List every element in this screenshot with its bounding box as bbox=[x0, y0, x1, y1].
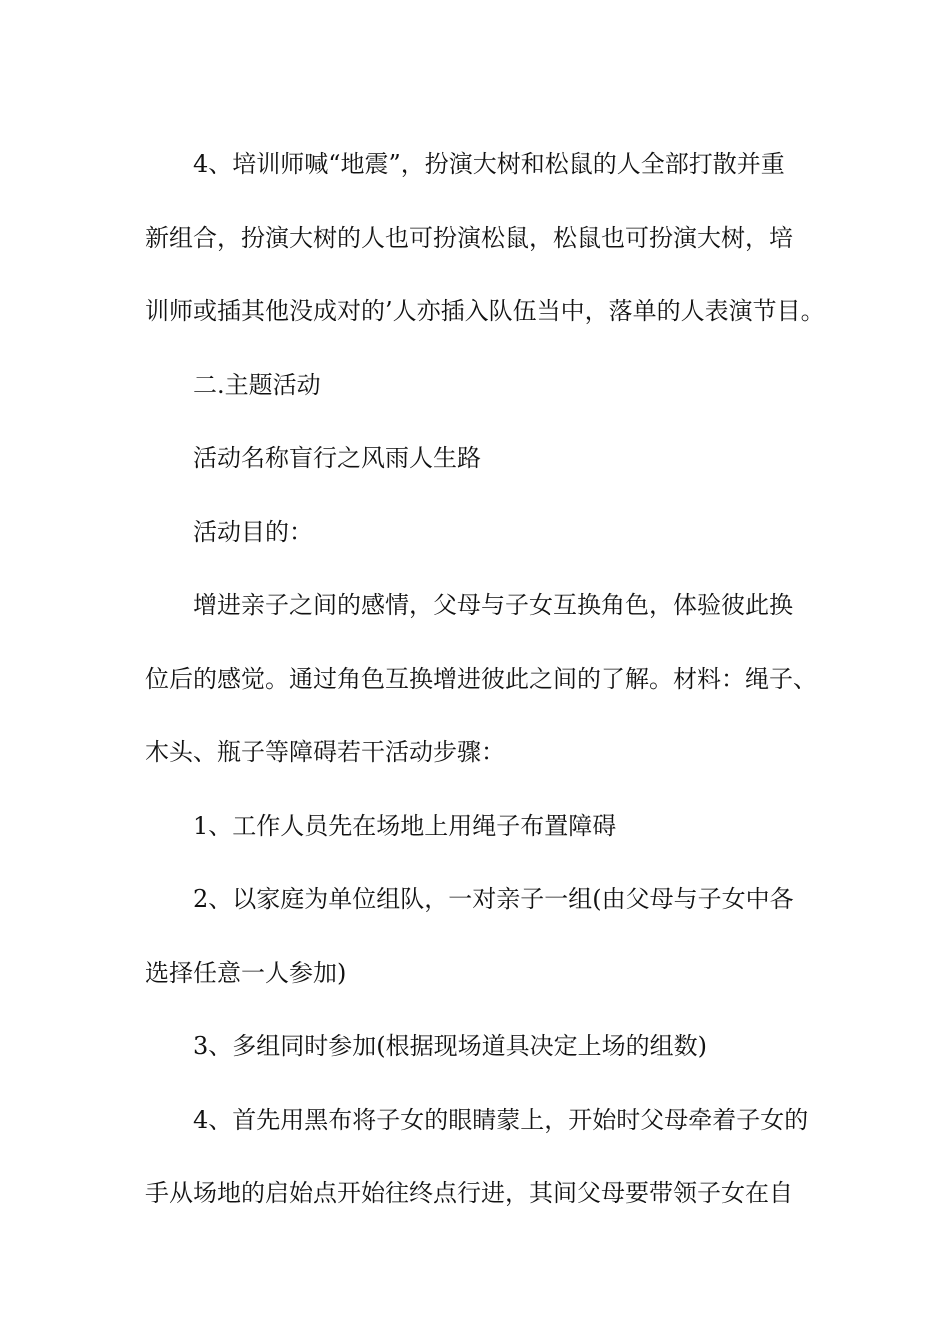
step-2-continued: 选择任意一人参加) bbox=[145, 958, 347, 987]
paragraph-line-8: 位后的感觉。通过角色互换增进彼此之间的了解。材料：绳子、 bbox=[145, 664, 817, 693]
activity-purpose-label: 活动目的： bbox=[193, 517, 313, 546]
paragraph-line-7: 增进亲子之间的感情，父母与子女互换角色，体验彼此换 bbox=[193, 591, 793, 619]
step-2: 2、以家庭为单位组队，一对亲子一组(由父母与子女中各 bbox=[193, 885, 794, 913]
step-4-continued: 手从场地的启始点开始往终点行进，其间父母要带领子女在自 bbox=[145, 1179, 793, 1207]
activity-name: 活动名称盲行之风雨人生路 bbox=[193, 444, 481, 472]
paragraph-line-9: 木头、瓶子等障碍若干活动步骤： bbox=[145, 738, 505, 766]
step-4: 4、首先用黑布将子女的眼睛蒙上，开始时父母牵着子女的 bbox=[193, 1105, 809, 1134]
section-heading: 二.主题活动 bbox=[193, 370, 321, 399]
step-3: 3、多组同时参加(根据现场道具决定上场的组数) bbox=[193, 1032, 707, 1060]
paragraph-line-3: 训师或插其他没成对的’人亦插入队伍当中，落单的人表演节目。 bbox=[145, 297, 825, 325]
paragraph-line-1: 4、培训师喊“地震”，扮演大树和松鼠的人全部打散并重 bbox=[193, 150, 785, 178]
step-1: 1、工作人员先在场地上用绳子布置障碍 bbox=[193, 811, 617, 840]
paragraph-line-2: 新组合，扮演大树的人也可扮演松鼠，松鼠也可扮演大树，培 bbox=[145, 223, 793, 252]
document-body bbox=[145, 128, 825, 1231]
